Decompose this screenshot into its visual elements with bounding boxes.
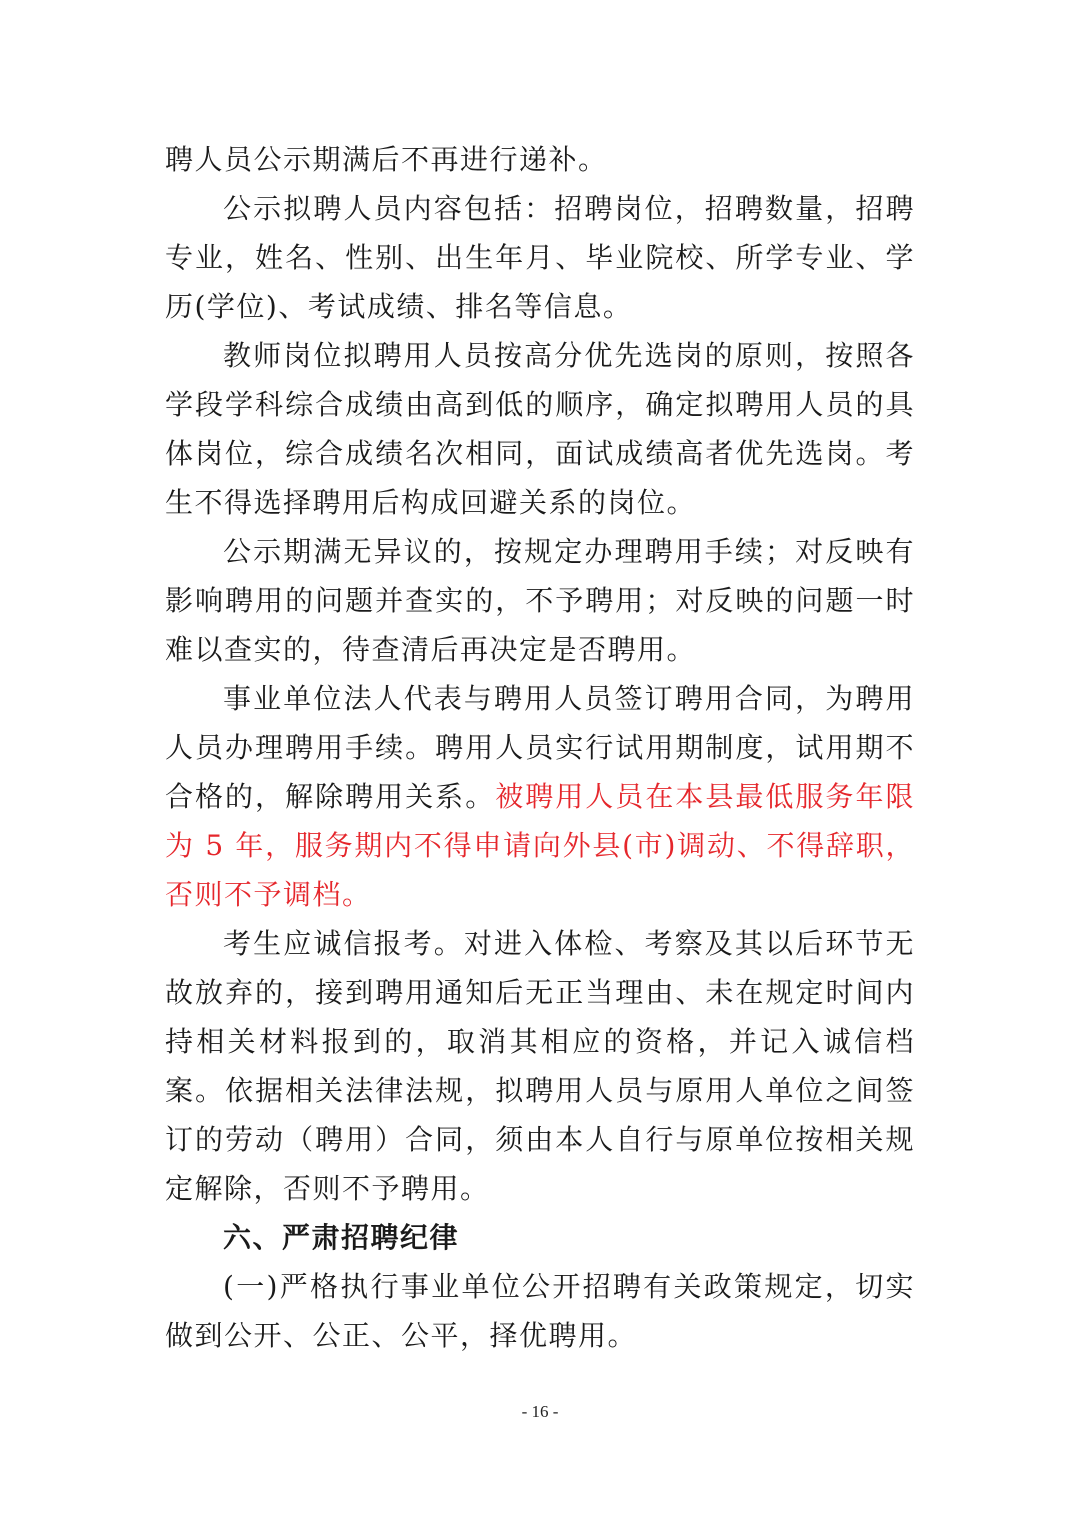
paragraph-employment-contract: [165, 674, 915, 919]
paragraph-discipline-item-1: (一)严格执行事业单位公开招聘有关政策规定，切实做到公开、公正、公平，择优聘用。: [165, 1270, 915, 1352]
paragraph-integrity: 考生应诚信报考。对进入体检、考察及其以后环节无故放弃的，接到聘用通知后无正当理由、未在规定时间内持相关材料报到的，取消其相应的资格，并记入诚信档案。依据相关法律法规，拟聘用人员与原用人单位之间签订的劳动（聘用）合同，须由本人自行与原单位按相关规定解除，否则不予聘用。: [165, 927, 915, 1205]
document-body: [165, 135, 915, 1360]
contract-text: 事业单位法人代表与聘用人员签订聘用合同，为聘用人员办理聘用手续。聘用人员实行试用期制度，试用期不合格的，解除聘用关系。: [165, 682, 915, 813]
paragraph-employment-procedure: 公示期满无异议的，按规定办理聘用手续；对反映有影响聘用的问题并查实的，不予聘用；对反映的问题一时难以查实的，待查清后再决定是否聘用。: [165, 535, 915, 666]
paragraph-teacher-post-selection: 教师岗位拟聘用人员按高分优先选岗的原则，按照各学段学科综合成绩由高到低的顺序，确定拟聘用人员的具体岗位，综合成绩名次相同，面试成绩高者优先选岗。考生不得选择聘用后构成回避关系的岗位。: [165, 339, 915, 519]
paragraph-continuation: 聘人员公示期满后不再进行递补。: [165, 143, 608, 176]
paragraph-public-notice-content: 公示拟聘人员内容包括：招聘岗位，招聘数量，招聘专业，姓名、性别、出生年月、毕业院校、所学专业、学历(学位)、考试成绩、排名等信息。: [165, 192, 915, 323]
section-heading: 六、严肃招聘纪律: [223, 1221, 460, 1254]
page-number: - 16 -: [521, 1402, 559, 1421]
service-term-highlight: 被聘用人员在本县最低服务年限为 5 年，服务期内不得申请向外县(市)调动、不得辞职，否则不予调档。: [165, 780, 915, 911]
